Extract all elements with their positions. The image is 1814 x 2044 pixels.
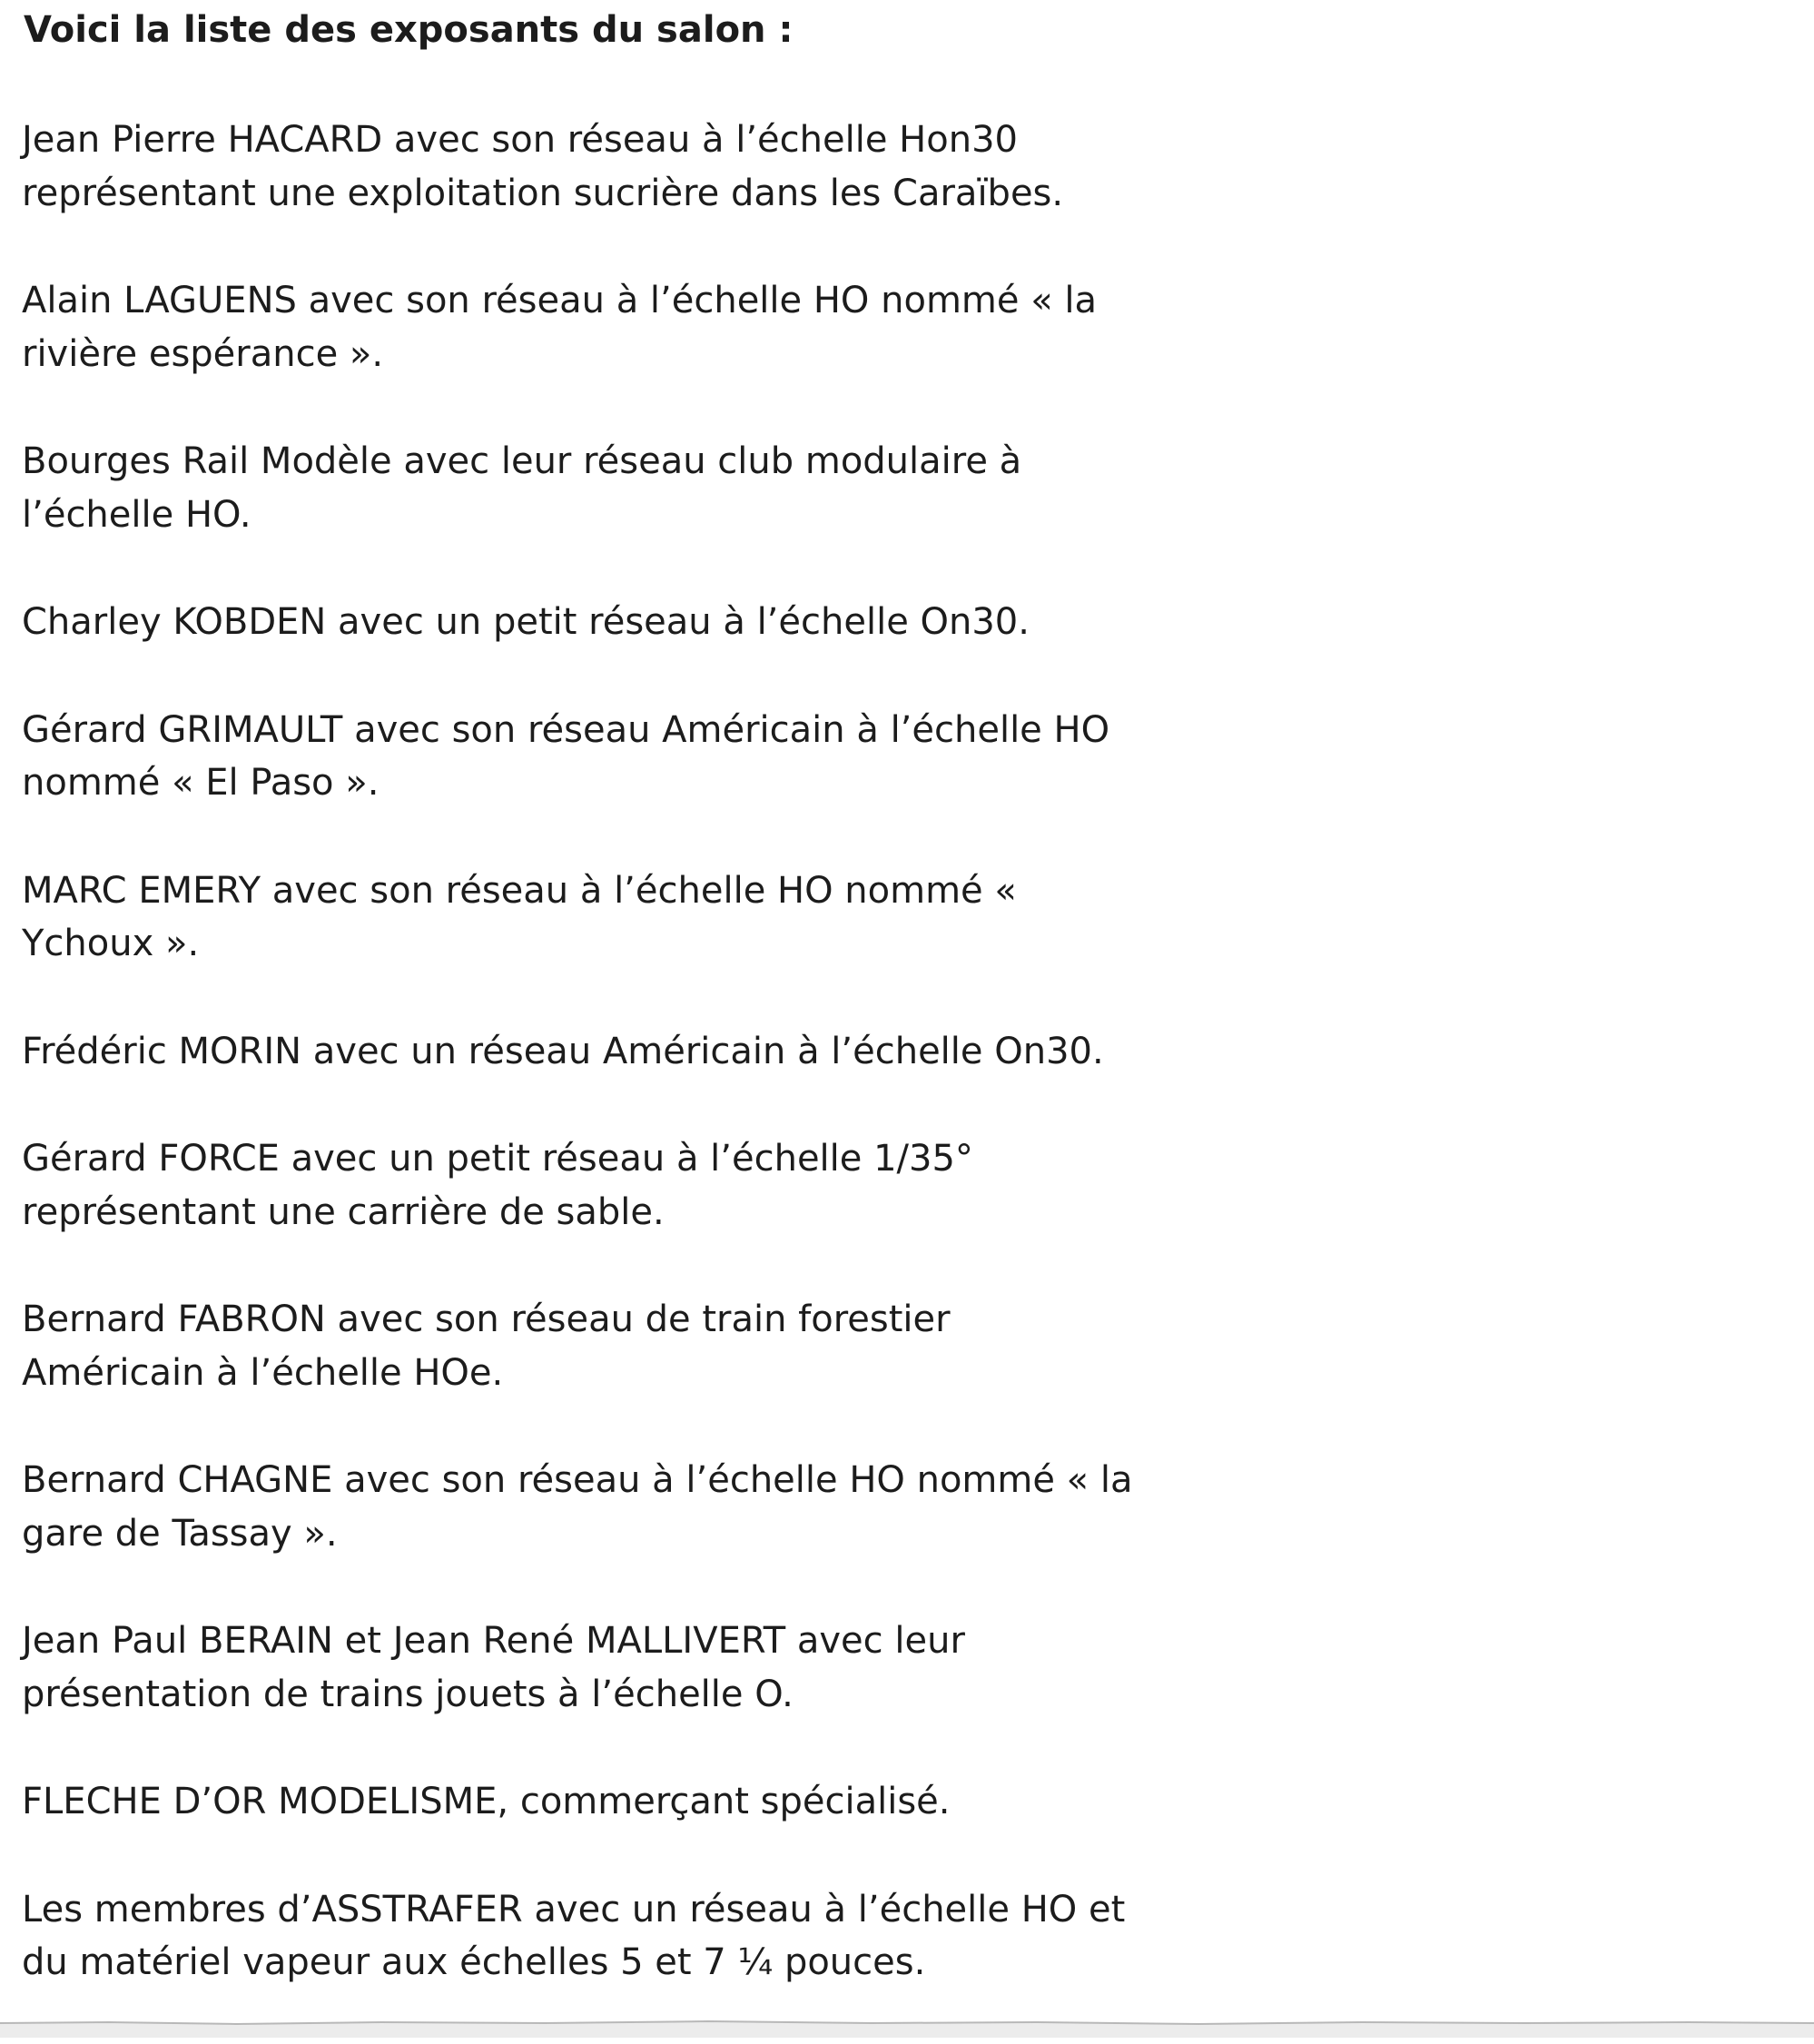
exhibitor-entry [22, 435, 1238, 541]
entry-line: MARC EMERY avec son réseau à l’échelle HO nommé « [22, 869, 1017, 912]
exhibitor-entry [22, 1454, 1238, 1560]
document-heading: Voici la liste des exposants du salon : [24, 9, 794, 51]
entry-line: du matériel vapeur aux échelles 5 et 7 ¼ pouces. [22, 1941, 926, 1983]
exhibitor-entry [22, 704, 1238, 810]
entry-line: Frédéric MORIN avec un réseau Américain à l’échelle On30. [22, 1030, 1104, 1072]
entry-line: gare de Tassay ». [22, 1512, 338, 1555]
entry-line: représentant une carrière de sable. [22, 1190, 665, 1233]
entry-line: FLECHE D’OR MODELISME, commerçant spécialisé. [22, 1781, 951, 1822]
entry-line: Charley KOBDEN avec un petit réseau à l’échelle On30. [22, 601, 1030, 643]
entry-line: Bourges Rail Modèle avec leur réseau club modulaire à [22, 440, 1022, 482]
entry-line: Gérard FORCE avec un petit réseau à l’échelle 1/35° [22, 1138, 973, 1180]
paper-torn-edge [0, 2018, 1814, 2038]
exhibitor-entry [22, 596, 1238, 649]
exhibitor-entry [22, 114, 1238, 220]
entry-line: Jean Paul BERAIN et Jean René MALLIVERT avec leur [22, 1620, 965, 1662]
exhibitor-entry [22, 864, 1238, 971]
entry-line: nommé « El Paso ». [22, 762, 380, 804]
entry-line: Jean Pierre HACARD avec son réseau à l’échelle Hon30 [22, 119, 1018, 161]
exhibitor-list [22, 114, 1238, 2044]
entry-line: l’échelle HO. [22, 493, 251, 536]
entry-line: Les membres d’ASSTRAFER avec un réseau à l’échelle HO et [22, 1888, 1126, 1930]
entry-line: Alain LAGUENS avec son réseau à l’échelle HO nommé « la [22, 280, 1098, 321]
entry-line: rivière espérance ». [22, 332, 384, 375]
exhibitor-entry [22, 1132, 1238, 1239]
entry-line: Ychoux ». [22, 923, 200, 964]
entry-line: Américain à l’échelle HOe. [22, 1351, 504, 1394]
exhibitor-entry [22, 1293, 1238, 1399]
exhibitor-entry [22, 1775, 1238, 1829]
exhibitor-entry [22, 1883, 1238, 1990]
exhibitor-entry [22, 1025, 1238, 1079]
exhibitor-entry [22, 1614, 1238, 1721]
entry-line: Bernard CHAGNE avec son réseau à l’échelle HO nommé « la [22, 1459, 1133, 1501]
entry-line: Gérard GRIMAULT avec son réseau Américain à l’échelle HO [22, 708, 1110, 751]
exhibitor-entry [22, 274, 1238, 380]
entry-line: Bernard FABRON avec son réseau de train forestier [22, 1298, 951, 1340]
entry-line: représentant une exploitation sucrière dans les Caraïbes. [22, 172, 1064, 214]
entry-line: présentation de trains jouets à l’échelle O. [22, 1673, 794, 1715]
